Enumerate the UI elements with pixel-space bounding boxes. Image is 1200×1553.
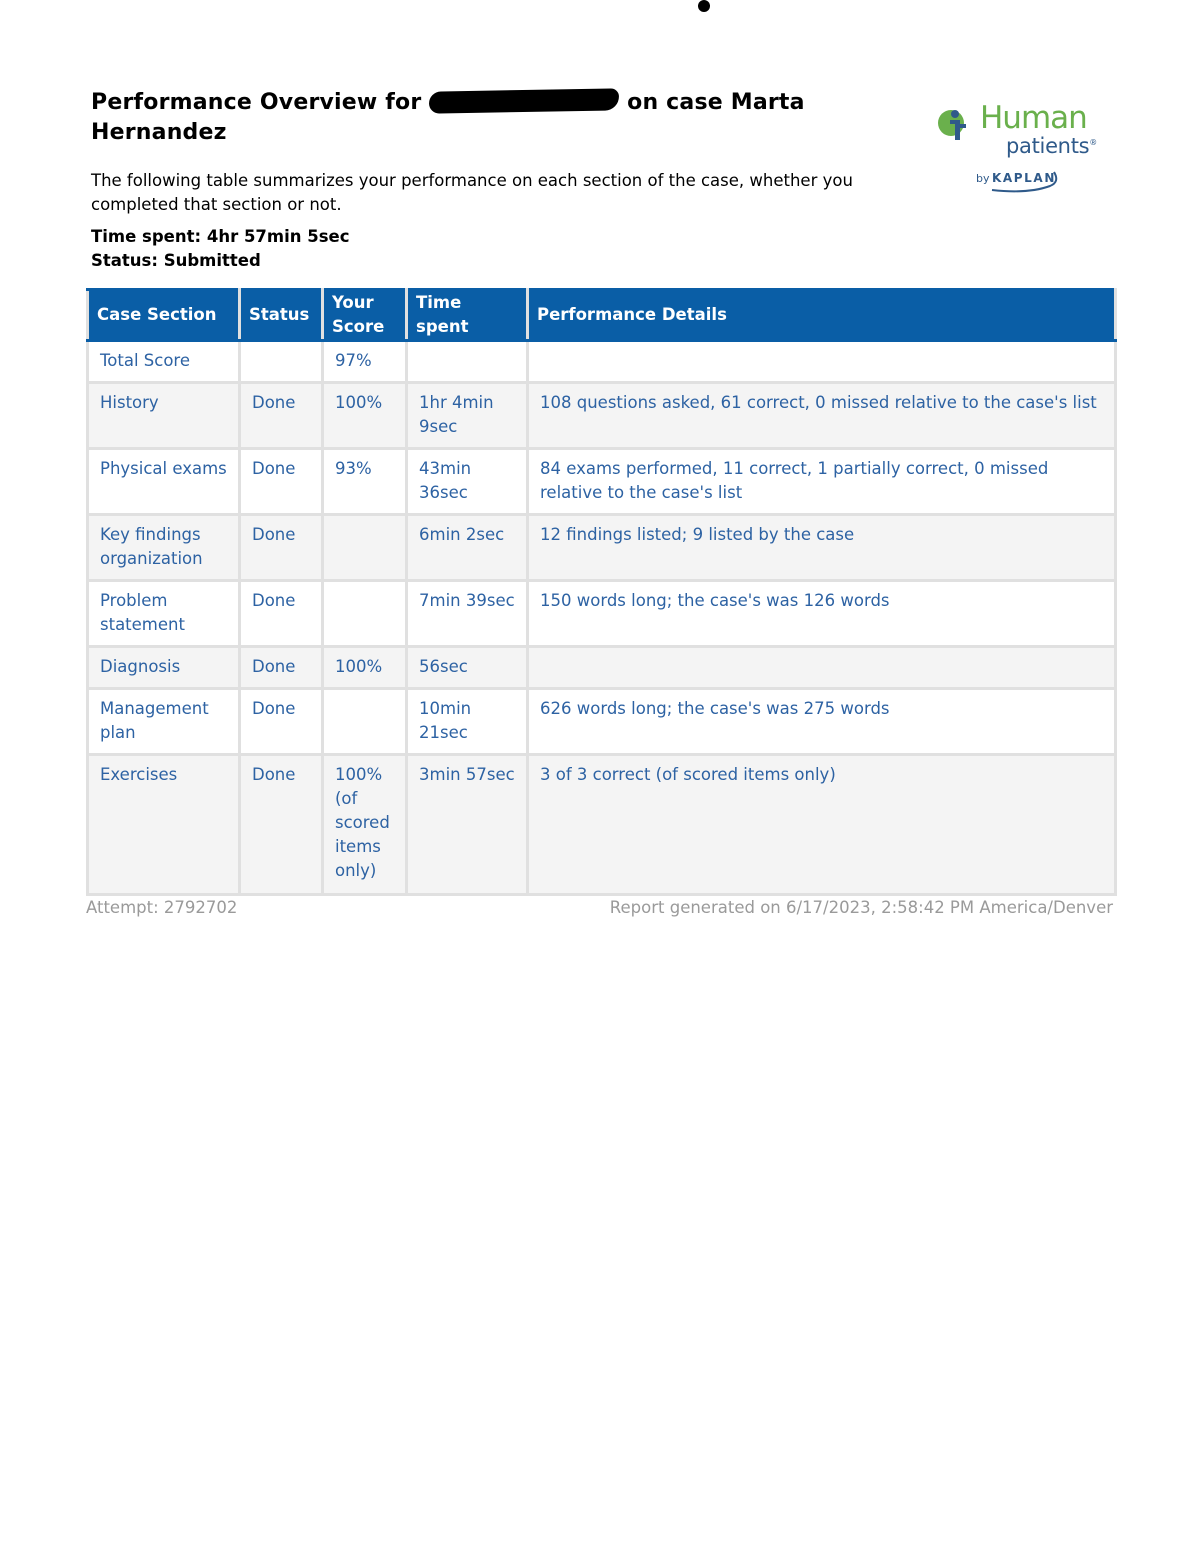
- attempt-id: Attempt: 2792702: [86, 898, 238, 917]
- cell-time: 43min 36sec: [407, 449, 528, 515]
- cell-score: 93%: [323, 449, 407, 515]
- intro-text: The following table summarizes your performance on each section of the case, whether you completed that section or not.: [91, 171, 853, 214]
- col-header-case-section: Case Section: [88, 290, 240, 341]
- cell-status: Done: [240, 647, 323, 689]
- title-prefix: Performance Overview for: [91, 90, 422, 115]
- logo-by-text: by: [976, 172, 990, 185]
- ihuman-mark-icon: [936, 104, 980, 144]
- kaplan-swoosh-icon: [988, 164, 1062, 194]
- logo-registered-mark: ®: [1089, 138, 1097, 147]
- cell-status: Done: [240, 449, 323, 515]
- cell-details: 3 of 3 correct (of scored items only): [528, 755, 1116, 895]
- logo-brand-text: Human: [980, 100, 1087, 136]
- title-suffix: on case Marta Hernandez: [91, 90, 805, 145]
- cell-time: 56sec: [407, 647, 528, 689]
- cell-score: 100%: [323, 383, 407, 449]
- redacted-name-mark: [429, 88, 619, 113]
- col-header-status: Status: [240, 290, 323, 341]
- table-row-physical-exams: [88, 449, 1116, 515]
- cell-time: [407, 341, 528, 383]
- submission-status: Status: Submitted: [91, 251, 261, 270]
- table-header-row: [88, 290, 1116, 341]
- cell-section: Problem statement: [88, 581, 240, 647]
- table-row-key-findings: [88, 515, 1116, 581]
- cell-section: Management plan: [88, 689, 240, 755]
- cell-details: 84 exams performed, 11 correct, 1 partially correct, 0 missed relative to the case's list: [528, 449, 1116, 515]
- table-row-problem-statement: [88, 581, 1116, 647]
- logo-sub-text: [1006, 134, 1097, 158]
- cell-time: 6min 2sec: [407, 515, 528, 581]
- summary-meta: [91, 225, 350, 273]
- performance-table: [86, 288, 1117, 896]
- page-title: [91, 88, 891, 148]
- cell-details: 150 words long; the case's was 126 words: [528, 581, 1116, 647]
- cell-status: Done: [240, 689, 323, 755]
- cell-section: Total Score: [88, 341, 240, 383]
- cell-status: Done: [240, 755, 323, 895]
- col-header-score: Your Score: [323, 290, 407, 341]
- cell-status: Done: [240, 383, 323, 449]
- cell-details: 626 words long; the case's was 275 words: [528, 689, 1116, 755]
- cell-score: [323, 581, 407, 647]
- cell-score: [323, 689, 407, 755]
- cell-time: 3min 57sec: [407, 755, 528, 895]
- ihuman-kaplan-logo: [936, 100, 1116, 200]
- col-header-time: Time spent: [407, 290, 528, 341]
- table-row-management-plan: [88, 689, 1116, 755]
- cell-section: Physical exams: [88, 449, 240, 515]
- cell-section: Diagnosis: [88, 647, 240, 689]
- cell-section: Exercises: [88, 755, 240, 895]
- cell-time: 10min 21sec: [407, 689, 528, 755]
- logo-sub-word: patients: [1006, 134, 1090, 158]
- cell-section: Key findings organization: [88, 515, 240, 581]
- cell-details: 108 questions asked, 61 correct, 0 missed relative to the case's list: [528, 383, 1116, 449]
- table-row-total-score: [88, 341, 1116, 383]
- cell-time: 7min 39sec: [407, 581, 528, 647]
- cell-status: Done: [240, 515, 323, 581]
- page-mark-dot: [698, 0, 710, 12]
- time-spent-total: Time spent: 4hr 57min 5sec: [91, 227, 350, 246]
- table-row-diagnosis: [88, 647, 1116, 689]
- cell-details: [528, 647, 1116, 689]
- cell-status: [240, 341, 323, 383]
- cell-score: 97%: [323, 341, 407, 383]
- cell-score: 100%: [323, 647, 407, 689]
- table-row-exercises: [88, 755, 1116, 895]
- col-header-details: Performance Details: [528, 290, 1116, 341]
- report-generated-timestamp: Report generated on 6/17/2023, 2:58:42 PM America/Denver: [609, 898, 1113, 917]
- cell-score: 100% (of scored items only): [323, 755, 407, 895]
- logo-partner-text: KAPLAN: [992, 171, 1056, 185]
- cell-details: [528, 341, 1116, 383]
- table-row-history: [88, 383, 1116, 449]
- cell-status: Done: [240, 581, 323, 647]
- cell-score: [323, 515, 407, 581]
- cell-details: 12 findings listed; 9 listed by the case: [528, 515, 1116, 581]
- cell-section: History: [88, 383, 240, 449]
- cell-time: 1hr 4min 9sec: [407, 383, 528, 449]
